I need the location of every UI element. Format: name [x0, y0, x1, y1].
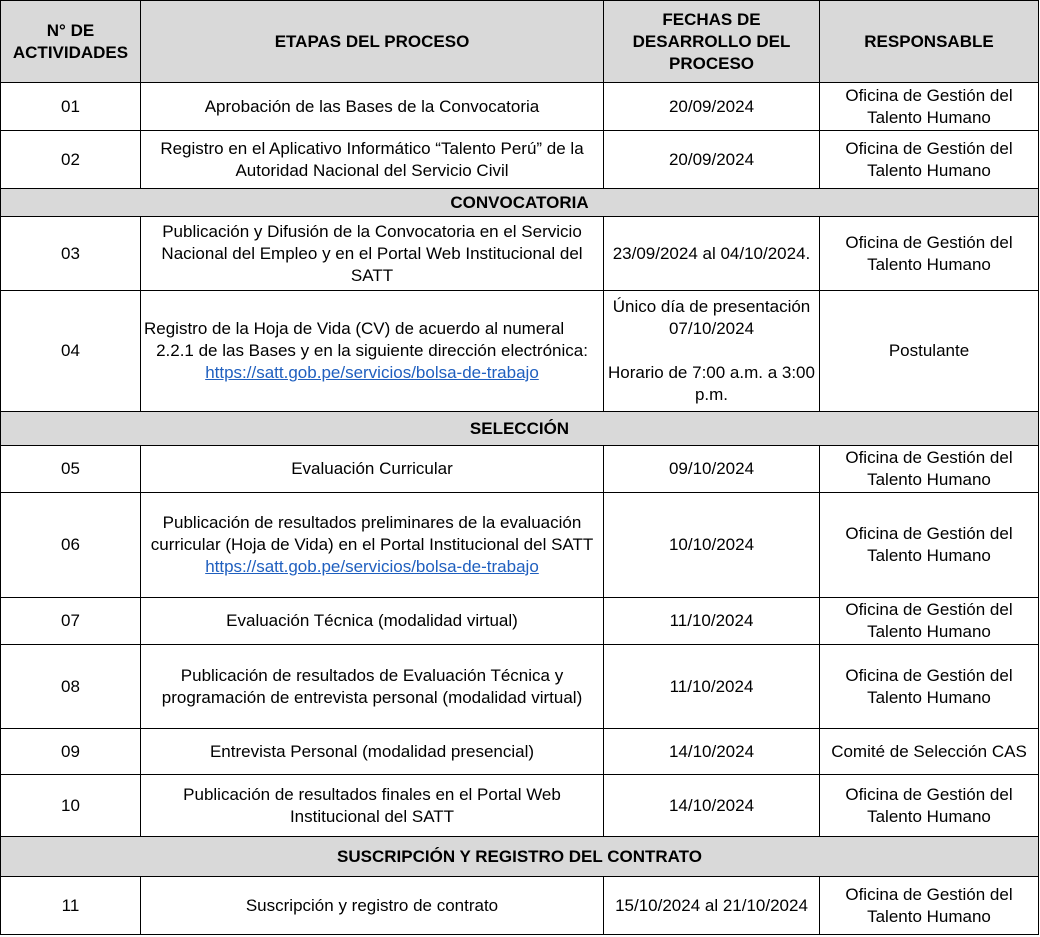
responsible: Oficina de Gestión del Talento Humano — [820, 877, 1039, 935]
activity-number: 04 — [1, 291, 141, 412]
process-stage — [141, 493, 604, 598]
process-date: 14/10/2024 — [604, 729, 820, 775]
process-date: 11/10/2024 — [604, 598, 820, 645]
process-stage: Registro en el Aplicativo Informático “Talento Perú” de la Autoridad Nacional del Servicio Civil — [141, 131, 604, 189]
process-date: 20/09/2024 — [604, 83, 820, 131]
activity-number: 01 — [1, 83, 141, 131]
header-activity-number: N° DE ACTIVIDADES — [1, 1, 141, 83]
activity-number: 02 — [1, 131, 141, 189]
section-row — [1, 412, 1039, 446]
process-stage-text: Registro de la Hoja de Vida (CV) de acuerdo al numeral — [144, 319, 565, 338]
activity-number: 03 — [1, 217, 141, 291]
process-date: 14/10/2024 — [604, 775, 820, 837]
activity-number: 08 — [1, 645, 141, 729]
section-title-suscripcion: SUSCRIPCIÓN Y REGISTRO DEL CONTRATO — [1, 837, 1039, 877]
activity-number: 10 — [1, 775, 141, 837]
responsible: Oficina de Gestión del Talento Humano — [820, 775, 1039, 837]
table-row — [1, 131, 1039, 189]
process-stage: Evaluación Técnica (modalidad virtual) — [141, 598, 604, 645]
responsible: Oficina de Gestión del Talento Humano — [820, 598, 1039, 645]
process-date: 15/10/2024 al 21/10/2024 — [604, 877, 820, 935]
table-row — [1, 493, 1039, 598]
process-stage: Publicación de resultados de Evaluación Técnica y programación de entrevista personal (modalidad virtual) — [141, 645, 604, 729]
process-stage: Aprobación de las Bases de la Convocatoria — [141, 83, 604, 131]
table-row — [1, 83, 1039, 131]
table-row — [1, 645, 1039, 729]
activity-number: 05 — [1, 446, 141, 493]
process-date-text: Único día de presentación 07/10/2024 — [612, 297, 811, 338]
header-process-stages: ETAPAS DEL PROCESO — [141, 1, 604, 83]
table-row — [1, 217, 1039, 291]
table-row — [1, 729, 1039, 775]
activity-number: 09 — [1, 729, 141, 775]
header-responsible: RESPONSABLE — [820, 1, 1039, 83]
activity-number: 06 — [1, 493, 141, 598]
responsible: Oficina de Gestión del Talento Humano — [820, 131, 1039, 189]
process-stage: Suscripción y registro de contrato — [141, 877, 604, 935]
process-date: 10/10/2024 — [604, 493, 820, 598]
process-stage-text: 2.2.1 de las Bases y en la siguiente dirección electrónica: — [156, 341, 588, 360]
process-stage: Publicación de resultados finales en el Portal Web Institucional del SATT — [141, 775, 604, 837]
table-row — [1, 877, 1039, 935]
table-row — [1, 775, 1039, 837]
table-row — [1, 291, 1039, 412]
responsible: Oficina de Gestión del Talento Humano — [820, 83, 1039, 131]
job-board-link[interactable]: https://satt.gob.pe/servicios/bolsa-de-trabajo — [205, 363, 539, 382]
header-row — [1, 1, 1039, 83]
process-date: 20/09/2024 — [604, 131, 820, 189]
responsible: Postulante — [820, 291, 1039, 412]
section-row — [1, 189, 1039, 217]
process-stage: Entrevista Personal (modalidad presencial) — [141, 729, 604, 775]
responsible: Oficina de Gestión del Talento Humano — [820, 217, 1039, 291]
table-row — [1, 598, 1039, 645]
process-stage: Evaluación Curricular — [141, 446, 604, 493]
process-date: 11/10/2024 — [604, 645, 820, 729]
section-row — [1, 837, 1039, 877]
process-date: 09/10/2024 — [604, 446, 820, 493]
responsible: Oficina de Gestión del Talento Humano — [820, 446, 1039, 493]
section-title-seleccion: SELECCIÓN — [1, 412, 1039, 446]
table-row — [1, 446, 1039, 493]
activity-number: 07 — [1, 598, 141, 645]
process-date — [604, 291, 820, 412]
process-stage — [141, 291, 604, 412]
section-title-convocatoria: CONVOCATORIA — [1, 189, 1039, 217]
responsible: Oficina de Gestión del Talento Humano — [820, 645, 1039, 729]
process-stage-text: Publicación de resultados preliminares de la evaluación curricular (Hoja de Vida) en el Portal Institucional del SATT — [150, 513, 594, 554]
responsible: Oficina de Gestión del Talento Humano — [820, 493, 1039, 598]
header-process-dates: FECHAS DE DESARROLLO DEL PROCESO — [604, 1, 820, 83]
process-stage: Publicación y Difusión de la Convocatoria en el Servicio Nacional del Empleo y en el Portal Web Institucional del SATT — [141, 217, 604, 291]
process-schedule-text: Horario de 7:00 a.m. a 3:00 p.m. — [608, 363, 815, 404]
activity-number: 11 — [1, 877, 141, 935]
responsible: Comité de Selección CAS — [820, 729, 1039, 775]
job-board-link[interactable]: https://satt.gob.pe/servicios/bolsa-de-trabajo — [205, 557, 539, 576]
process-date: 23/09/2024 al 04/10/2024. — [604, 217, 820, 291]
